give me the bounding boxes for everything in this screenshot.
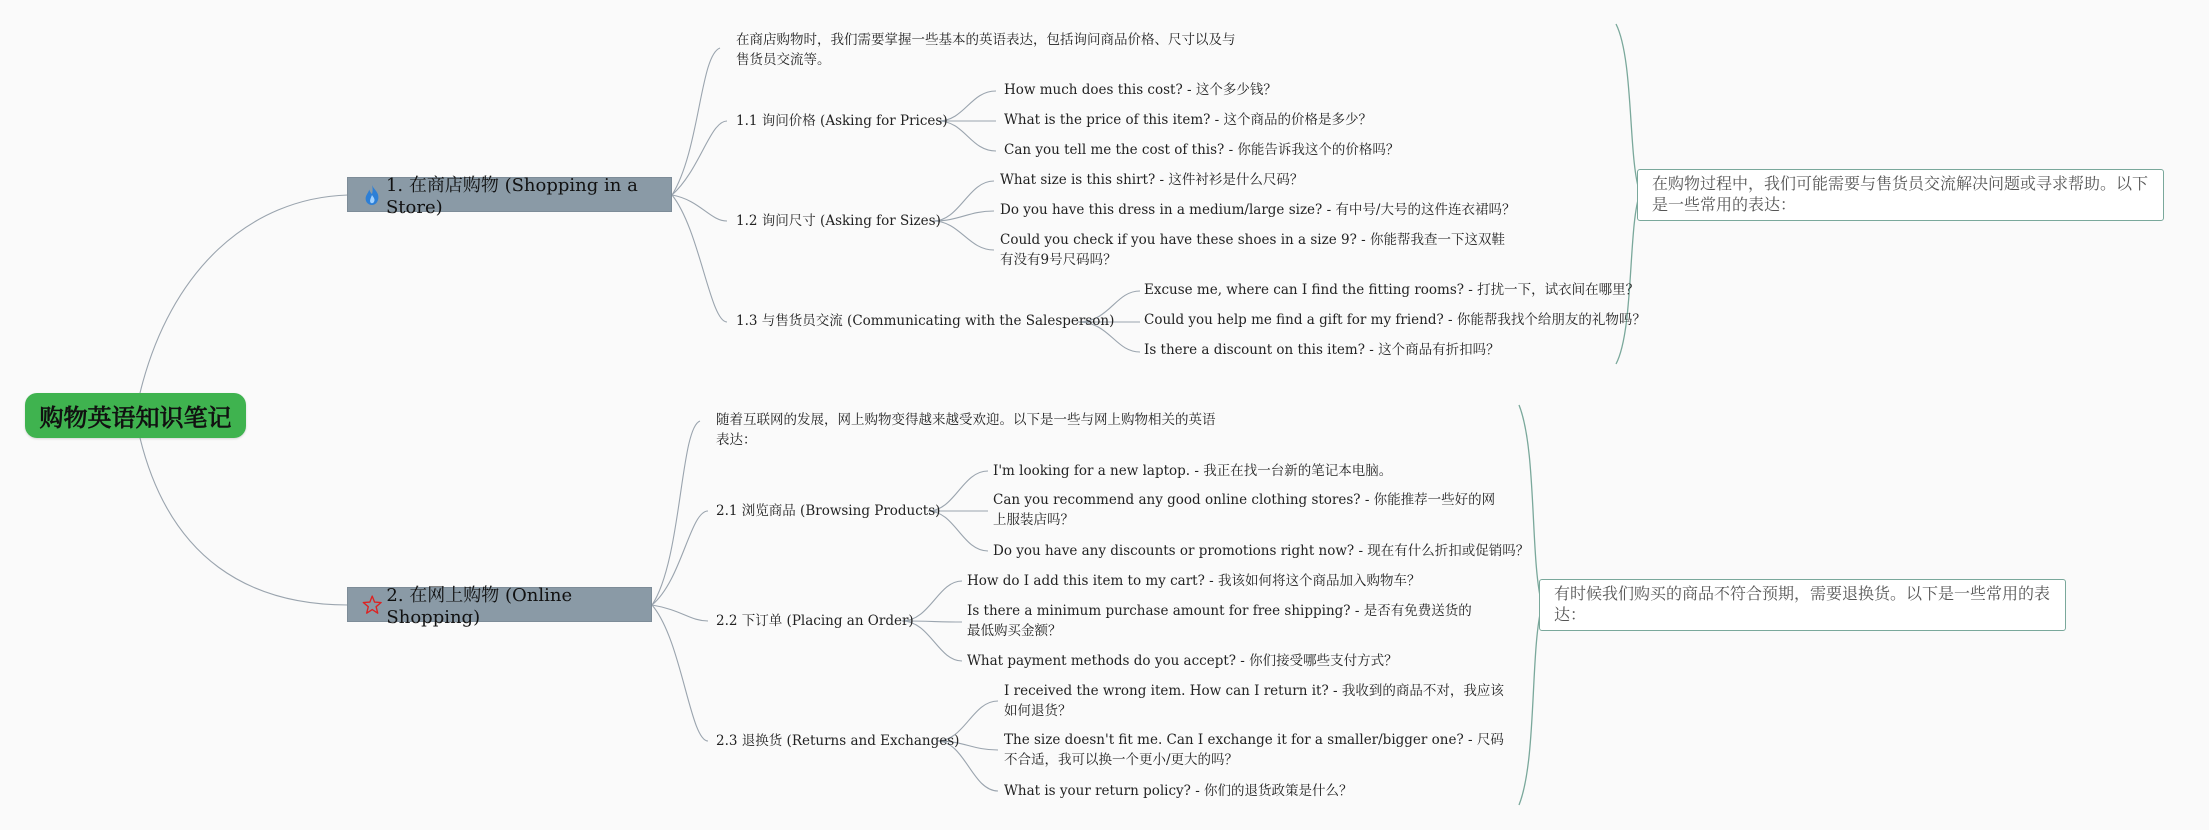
leaf-1-3-1[interactable]: Excuse me, where can I find the fitting rooms? - 打扰一下，试衣间在哪里？ bbox=[1144, 282, 1640, 298]
branch-title: 1. 在商店购物 (Shopping in a Store) bbox=[385, 175, 638, 218]
leaf-1-1-2[interactable]: What is the price of this item? - 这个商品的价格是多少？ bbox=[1004, 112, 1373, 128]
leaf-1-2-2[interactable]: Do you have this dress in a medium/large size? - 有中号/大号的这件连衣裙吗？ bbox=[1000, 202, 1516, 218]
topic-browsing-products[interactable]: 2.1 浏览商品 (Browsing Products) bbox=[716, 503, 941, 519]
leaf-1-2-3[interactable]: Could you check if you have these shoes in a size 9? - 你能帮我查一下这双鞋有没有9号尺码吗？ bbox=[1000, 232, 1505, 268]
leaf-2-2-2[interactable]: Is there a minimum purchase amount for free shipping? - 是否有免费送货的最低购买金额？ bbox=[967, 603, 1472, 639]
link-root-b1 bbox=[140, 195, 348, 393]
topic-communicating[interactable]: 1.3 与售货员交流 (Communicating with the Salesperson) bbox=[736, 313, 1115, 329]
topic-returns-exchanges[interactable]: 2.3 退换货 (Returns and Exchanges) bbox=[716, 733, 960, 749]
leaf-1-2-1[interactable]: What size is this shirt? - 这件衬衫是什么尺码？ bbox=[1000, 172, 1304, 188]
leaf-2-2-1[interactable]: How do I add this item to my cart? - 我该如何将这个商品加入购物车？ bbox=[967, 573, 1421, 589]
leaf-2-3-2[interactable]: The size doesn't fit me. Can I exchange it for a smaller/bigger one? - 尺码不合适，我可以换一个更小/更大的吗？ bbox=[1004, 732, 1504, 768]
flame-icon bbox=[362, 183, 382, 207]
branch-shopping-in-store[interactable] bbox=[347, 175, 672, 218]
star-icon bbox=[362, 593, 382, 617]
leaf-2-2-3[interactable]: What payment methods do you accept? - 你们接受哪些支付方式？ bbox=[967, 653, 1398, 669]
branch-title: 2. 在网上购物 (Online Shopping) bbox=[386, 585, 573, 628]
leaf-2-1-3[interactable]: Do you have any discounts or promotions right now? - 现在有什么折扣或促销吗？ bbox=[993, 543, 1530, 559]
b1-intro: 在商店购物时，我们需要掌握一些基本的英语表达，包括询问商品价格、尺寸以及与售货员交流等。 bbox=[736, 32, 1236, 68]
root-topic[interactable]: 购物英语知识笔记 bbox=[25, 393, 246, 438]
branch-online-shopping[interactable] bbox=[347, 585, 652, 628]
topic-placing-order[interactable]: 2.2 下订单 (Placing an Order) bbox=[716, 613, 914, 629]
b2-intro: 随着互联网的发展，网上购物变得越来越受欢迎。以下是一些与网上购物相关的英语表达： bbox=[716, 412, 1216, 448]
leaf-1-3-3[interactable]: Is there a discount on this item? - 这个商品有折扣吗？ bbox=[1144, 342, 1500, 358]
leaf-2-3-3[interactable]: What is your return policy? - 你们的退货政策是什么？ bbox=[1004, 783, 1353, 799]
leaf-1-1-1[interactable]: How much does this cost? - 这个多少钱？ bbox=[1004, 82, 1277, 98]
leaf-2-1-2[interactable]: Can you recommend any good online clothing stores? - 你能推荐一些好的网上服装店吗？ bbox=[993, 492, 1496, 528]
link-root-b2 bbox=[140, 438, 348, 605]
leaf-1-1-3[interactable]: Can you tell me the cost of this? - 你能告诉我这个的价格吗？ bbox=[1004, 142, 1400, 158]
summary-note-1[interactable]: 在购物过程中，我们可能需要与售货员交流解决问题或寻求帮助。以下是一些常用的表达： bbox=[1637, 169, 2164, 221]
topic-asking-prices[interactable]: 1.1 询问价格 (Asking for Prices) bbox=[736, 113, 948, 129]
leaf-2-3-1[interactable]: I received the wrong item. How can I return it? - 我收到的商品不对，我应该如何退货？ bbox=[1004, 683, 1504, 719]
leaf-1-3-2[interactable]: Could you help me find a gift for my friend? - 你能帮我找个给朋友的礼物吗？ bbox=[1144, 312, 1646, 328]
leaf-2-1-1[interactable]: I'm looking for a new laptop. - 我正在找一台新的笔记本电脑。 bbox=[993, 463, 1393, 479]
summary-note-2[interactable]: 有时候我们购买的商品不符合预期，需要退换货。以下是一些常用的表达： bbox=[1539, 579, 2066, 631]
topic-asking-sizes[interactable]: 1.2 询问尺寸 (Asking for Sizes) bbox=[736, 213, 941, 229]
